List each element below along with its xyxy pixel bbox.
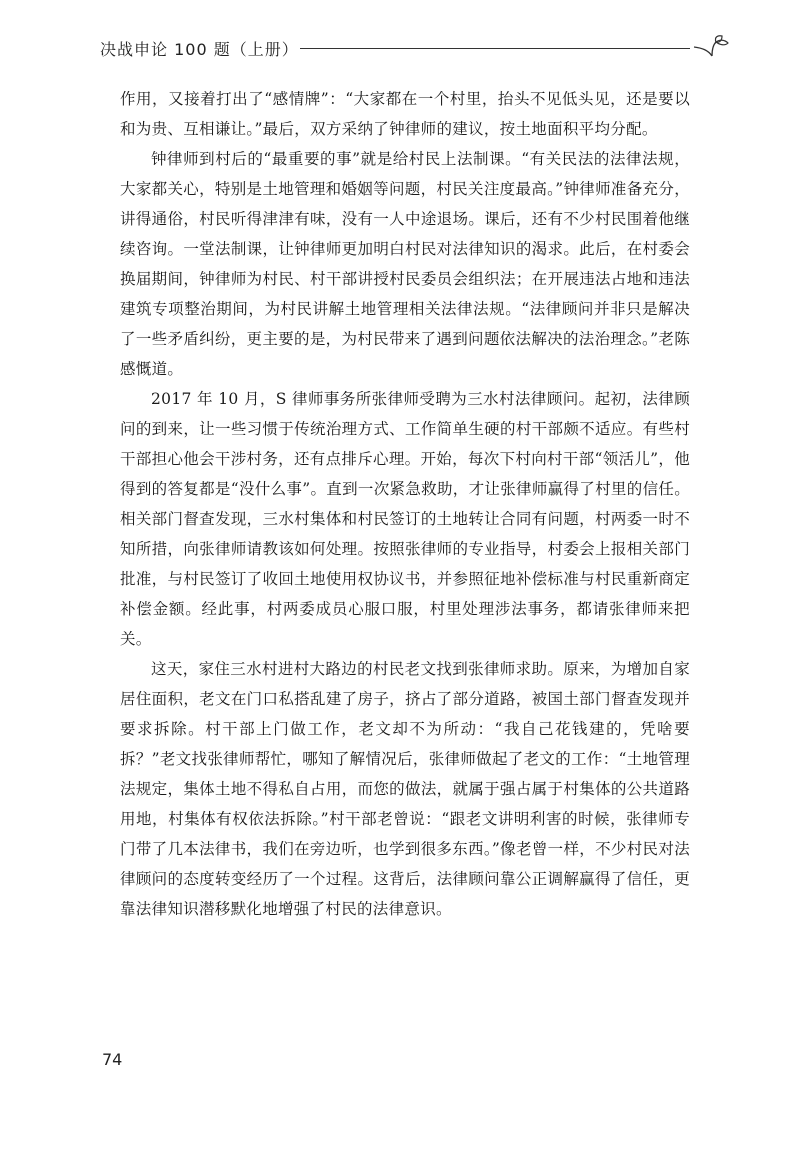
book-title: 决战申论 100 题（上册） [100,40,299,59]
header-rule [300,48,690,49]
paragraph-4: 这天，家住三水村进村大路边的村民老文找到张律师求助。原来，为增加自家居住面积，老文在门口私搭乱建了房子，挤占了部分道路，被国土部门督查发现并要求拆除。村干部上门做工作，老文却不为所动：“我自己花钱建的，凭啥要拆？”老文找张律师帮忙，哪知了解情况后，张律师做起了老文的工作：“土地管理法规定，集体土地不得私自占用，而您的做法，就属于强占属于村集体的公共道路用地，村集体有权依法拆除。”村干部老曾说：“跟老文讲明利害的时候，张律师专门带了几本法律书，我们在旁边听，也学到很多东西。”像老曾一样，不少村民对法律顾问的态度转变经历了一个过程。这背后，法律顾问靠公正调解赢得了信任，更靠法律知识潜移默化地增强了村民的法律意识。 [120,660,690,918]
article-body [120,84,690,924]
running-header [100,34,740,62]
sprout-icon [692,34,732,60]
page-number: 74 [102,1050,123,1069]
paragraph-3: 2017 年 10 月，S 律师事务所张律师受聘为三水村法律顾问。起初，法律顾问的到来，让一些习惯于传统治理方式、工作简单生硬的村干部颇不适应。有些村干部担心他会干涉村务，还有点排斥心理。开始，每次下村向村干部“领活儿”，他得到的答复都是“没什么事”。直到一次紧急救助，才让张律师赢得了村里的信任。相关部门督查发现，三水村集体和村民签订的土地转让合同有问题，村两委一时不知所措，向张律师请教该如何处理。按照张律师的专业指导，村委会上报相关部门批准，与村民签订了收回土地使用权协议书，并参照征地补偿标准与村民重新商定补偿金额。经此事，村两委成员心服口服，村里处理涉法事务，都请张律师来把关。 [120,390,690,648]
paragraph-1: 作用，又接着打出了“感情牌”：“大家都在一个村里，抬头不见低头见，还是要以和为贵、互相谦让。”最后，双方采纳了钟律师的建议，按土地面积平均分配。 [120,90,690,138]
paragraph-2: 钟律师到村后的“最重要的事”就是给村民上法制课。“有关民法的法律法规，大家都关心，特别是土地管理和婚姻等问题，村民关注度最高。”钟律师准备充分，讲得通俗，村民听得津津有味，没有一人中途退场。课后，还有不少村民围着他继续咨询。一堂法制课，让钟律师更加明白村民对法律知识的渴求。此后，在村委会换届期间，钟律师为村民、村干部讲授村民委员会组织法；在开展违法占地和违法建筑专项整治期间，为村民讲解土地管理相关法律法规。“法律顾问并非只是解决了一些矛盾纠纷，更主要的是，为村民带来了遇到问题依法解决的法治理念。”老陈感慨道。 [120,150,690,378]
